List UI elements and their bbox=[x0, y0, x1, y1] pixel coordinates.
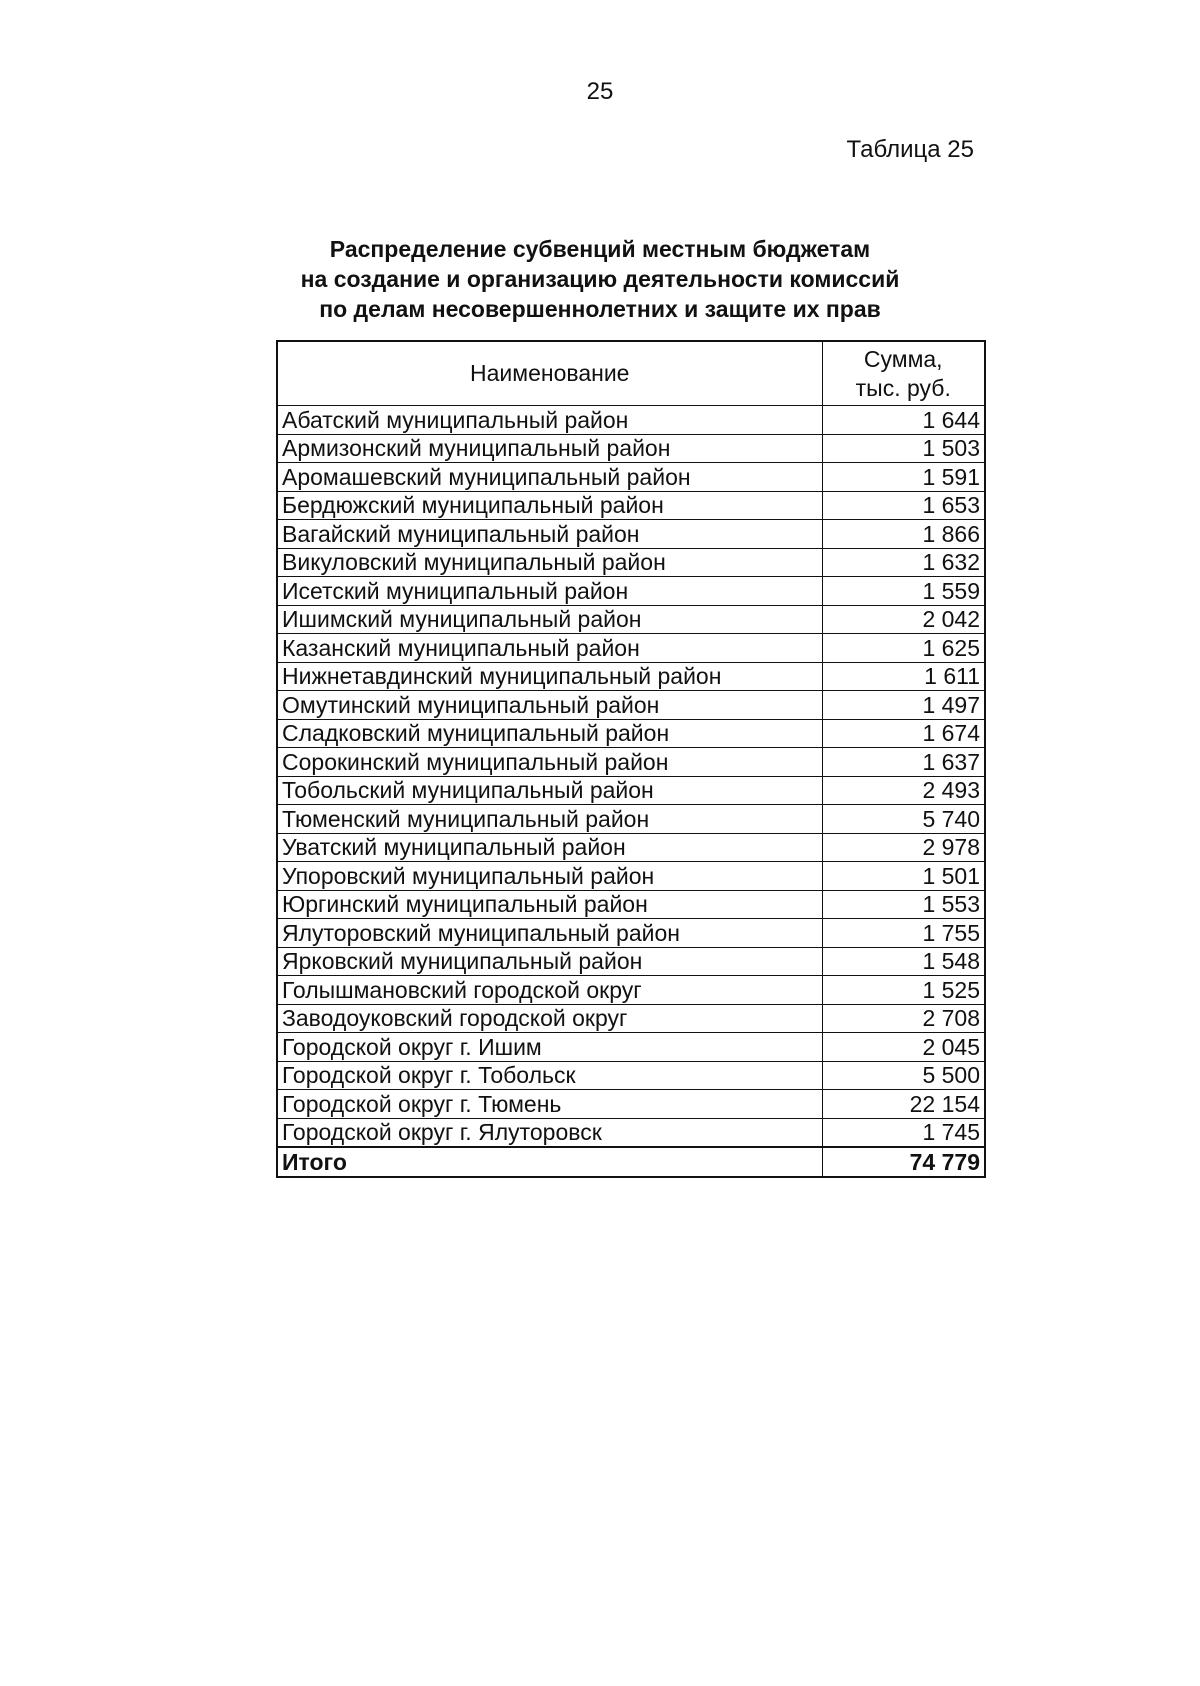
title-line-1: Распределение субвенций местным бюджетам bbox=[329, 236, 871, 262]
row-sum: 2 978 bbox=[822, 833, 985, 862]
table-row bbox=[277, 947, 985, 976]
table-row bbox=[277, 434, 985, 463]
table-row bbox=[277, 862, 985, 891]
table-row bbox=[277, 890, 985, 919]
row-name: Исетский муниципальный район bbox=[277, 577, 822, 606]
document-title bbox=[0, 234, 1200, 324]
row-name: Ялуторовский муниципальный район bbox=[277, 919, 822, 948]
row-sum: 1 674 bbox=[822, 719, 985, 748]
row-name: Городской округ г. Тобольск bbox=[277, 1061, 822, 1090]
row-sum: 2 708 bbox=[822, 1004, 985, 1033]
table-row bbox=[277, 520, 985, 549]
subsidy-table bbox=[276, 340, 986, 1178]
row-name: Ярковский муниципальный район bbox=[277, 947, 822, 976]
row-sum: 1 625 bbox=[822, 634, 985, 663]
header-sum bbox=[822, 341, 985, 406]
row-name: Омутинский муниципальный район bbox=[277, 691, 822, 720]
row-name: Упоровский муниципальный район bbox=[277, 862, 822, 891]
table-row bbox=[277, 577, 985, 606]
row-name: Городской округ г. Ялуторовск bbox=[277, 1118, 822, 1147]
header-sum-line-1: Сумма, bbox=[863, 345, 943, 372]
row-sum: 1 591 bbox=[822, 463, 985, 492]
row-name: Городской округ г. Ишим bbox=[277, 1033, 822, 1062]
table-header-row bbox=[277, 341, 985, 406]
row-sum: 1 755 bbox=[822, 919, 985, 948]
row-sum: 1 525 bbox=[822, 976, 985, 1005]
row-sum: 1 866 bbox=[822, 520, 985, 549]
total-sum: 74 779 bbox=[822, 1147, 985, 1177]
row-name: Бердюжский муниципальный район bbox=[277, 491, 822, 520]
row-sum: 1 548 bbox=[822, 947, 985, 976]
row-sum: 1 745 bbox=[822, 1118, 985, 1147]
table-row bbox=[277, 805, 985, 834]
table-row bbox=[277, 719, 985, 748]
row-sum: 1 497 bbox=[822, 691, 985, 720]
row-name: Городской округ г. Тюмень bbox=[277, 1090, 822, 1119]
row-name: Уватский муниципальный район bbox=[277, 833, 822, 862]
row-sum: 1 644 bbox=[822, 406, 985, 435]
table-row bbox=[277, 919, 985, 948]
table-row bbox=[277, 548, 985, 577]
row-name: Сорокинский муниципальный район bbox=[277, 748, 822, 777]
row-name: Заводоуковский городской округ bbox=[277, 1004, 822, 1033]
row-name: Армизонский муниципальный район bbox=[277, 434, 822, 463]
table-body bbox=[277, 406, 985, 1148]
row-sum: 2 042 bbox=[822, 605, 985, 634]
subsidy-table-container bbox=[276, 340, 984, 1178]
table-row bbox=[277, 491, 985, 520]
row-name: Ишимский муниципальный район bbox=[277, 605, 822, 634]
table-row bbox=[277, 406, 985, 435]
table-row bbox=[277, 1118, 985, 1147]
table-row bbox=[277, 691, 985, 720]
row-name: Викуловский муниципальный район bbox=[277, 548, 822, 577]
table-label: Таблица 25 bbox=[846, 136, 974, 163]
table-row bbox=[277, 748, 985, 777]
row-sum: 1 653 bbox=[822, 491, 985, 520]
row-sum: 1 637 bbox=[822, 748, 985, 777]
row-sum: 1 632 bbox=[822, 548, 985, 577]
total-label: Итого bbox=[277, 1147, 822, 1177]
row-name: Голышмановский городской округ bbox=[277, 976, 822, 1005]
row-sum: 2 045 bbox=[822, 1033, 985, 1062]
table-row bbox=[277, 662, 985, 691]
row-name: Юргинский муниципальный район bbox=[277, 890, 822, 919]
header-name: Наименование bbox=[277, 341, 822, 406]
row-sum: 1 553 bbox=[822, 890, 985, 919]
table-row bbox=[277, 605, 985, 634]
row-name: Абатский муниципальный район bbox=[277, 406, 822, 435]
title-line-2: на создание и организацию деятельности комиссий bbox=[300, 266, 900, 292]
title-line-3: по делам несовершеннолетних и защите их прав bbox=[319, 296, 881, 322]
table-row bbox=[277, 833, 985, 862]
header-sum-line-2: тыс. руб. bbox=[855, 374, 951, 401]
row-sum: 1 611 bbox=[822, 662, 985, 691]
table-row bbox=[277, 976, 985, 1005]
row-name: Тюменский муниципальный район bbox=[277, 805, 822, 834]
table-row bbox=[277, 463, 985, 492]
row-sum: 5 500 bbox=[822, 1061, 985, 1090]
row-name: Аромашевский муниципальный район bbox=[277, 463, 822, 492]
row-sum: 1 559 bbox=[822, 577, 985, 606]
row-name: Казанский муниципальный район bbox=[277, 634, 822, 663]
row-name: Тобольский муниципальный район bbox=[277, 776, 822, 805]
row-sum: 1 503 bbox=[822, 434, 985, 463]
row-sum: 1 501 bbox=[822, 862, 985, 891]
table-row bbox=[277, 1061, 985, 1090]
row-sum: 5 740 bbox=[822, 805, 985, 834]
table-row bbox=[277, 776, 985, 805]
total-row bbox=[277, 1147, 985, 1177]
table-row bbox=[277, 1004, 985, 1033]
row-name: Нижнетавдинский муниципальный район bbox=[277, 662, 822, 691]
row-sum: 2 493 bbox=[822, 776, 985, 805]
page-number: 25 bbox=[586, 78, 614, 105]
row-name: Сладковский муниципальный район bbox=[277, 719, 822, 748]
row-name: Вагайский муниципальный район bbox=[277, 520, 822, 549]
row-sum: 22 154 bbox=[822, 1090, 985, 1119]
table-row bbox=[277, 634, 985, 663]
table-row bbox=[277, 1090, 985, 1119]
table-row bbox=[277, 1033, 985, 1062]
